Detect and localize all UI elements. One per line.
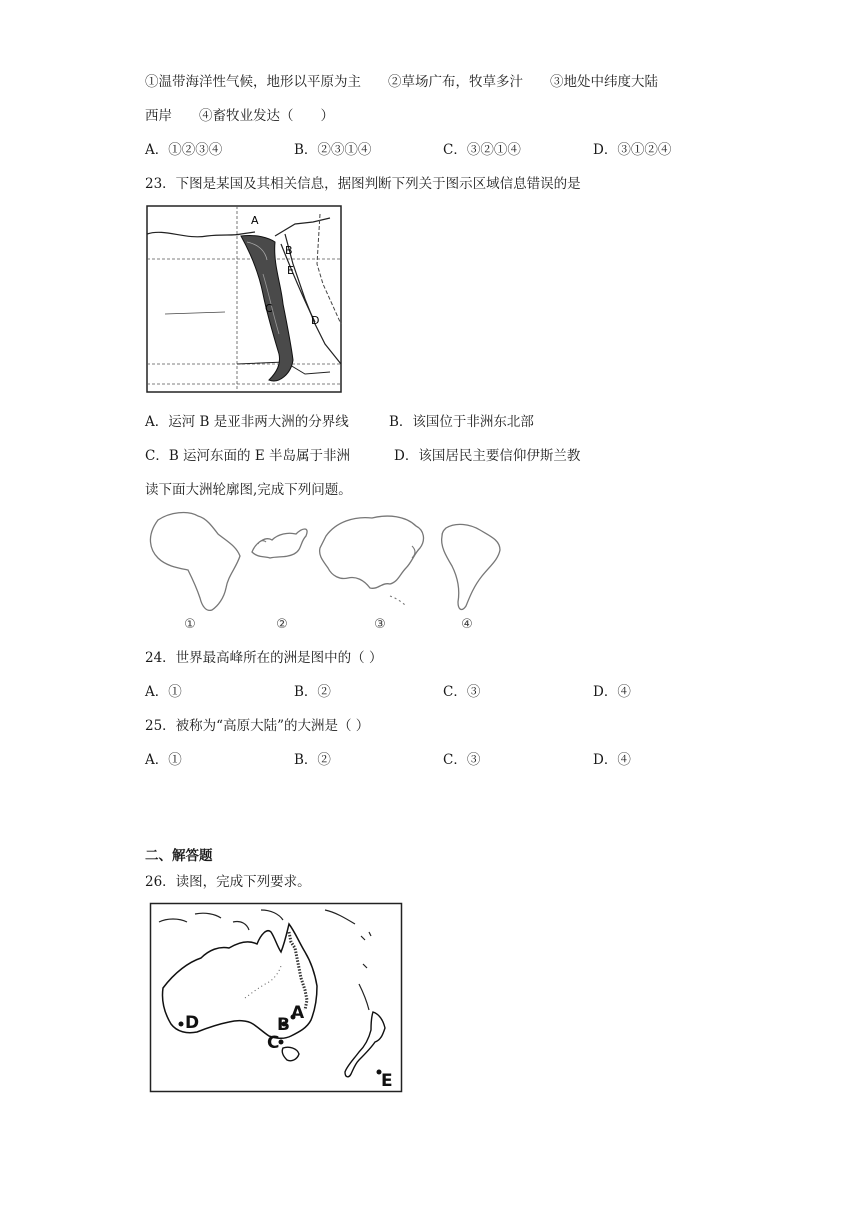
map-label-b: B: [285, 244, 293, 257]
q25-option-d: D．④: [593, 752, 631, 768]
marker-d: [179, 1022, 184, 1027]
q25-option-b: B．②: [294, 752, 331, 768]
australia-label-d: D: [185, 1013, 200, 1033]
q22-option-d: D．③①②④: [593, 142, 672, 158]
australia-label-c: C: [267, 1033, 280, 1053]
q23-option-d: D．该国居民主要信仰伊斯兰教: [394, 448, 581, 464]
q22-option-b: B．②③①④: [294, 142, 372, 158]
q23-option-b: B．该国位于非洲东北部: [389, 414, 534, 430]
q25-option-c: C．③: [443, 752, 481, 768]
map-label-d: D: [311, 314, 320, 327]
south-america-outline: [442, 524, 500, 609]
africa-outline: [150, 513, 240, 611]
australia-label-b: B: [277, 1015, 290, 1035]
map-label-c: C: [265, 302, 273, 315]
q22-option-c: C．③②①④: [443, 142, 521, 158]
continent-label-2: ②: [276, 617, 288, 632]
continent-label-1: ①: [184, 617, 196, 632]
q25-stem: 25．被称为“高原大陆”的大洲是（ ）: [145, 718, 370, 734]
q22-option-a: A．①②③④: [145, 142, 223, 158]
q24-option-a: A．①: [145, 684, 182, 700]
q24-option-b: B．②: [294, 684, 331, 700]
q23-option-c: C．B 运河东面的 E 半岛属于非洲: [145, 448, 350, 464]
europe-outline: [252, 529, 307, 558]
asia-outline: [320, 516, 424, 588]
q24-option-c: C．③: [443, 684, 481, 700]
q22-statements-line1: ①温带海洋性气候，地形以平原为主 ②草场广布，牧草多汁 ③地处中纬度大陆: [145, 74, 658, 90]
q23-option-a: A．运河 B 是亚非两大洲的分界线: [145, 414, 349, 430]
continent-outlines-figure: [140, 506, 512, 634]
q22-statements-line2: 西岸 ④畜牧业发达（ ）: [145, 108, 334, 124]
continent-label-3: ③: [374, 617, 386, 632]
q25-option-a: A．①: [145, 752, 182, 768]
egypt-region-map: [145, 204, 343, 394]
australia-map: [149, 902, 403, 1093]
q23-stem: 23．下图是某国及其相关信息，据图判断下列关于图示区域信息错误的是: [145, 176, 581, 192]
map-label-e: E: [287, 264, 294, 277]
q24-option-d: D．④: [593, 684, 631, 700]
continents-intro: 读下面大洲轮廓图,完成下列问题。: [145, 482, 352, 498]
australia-label-a: A: [291, 1003, 305, 1023]
q24-stem: 24．世界最高峰所在的洲是图中的（ ）: [145, 650, 383, 666]
section2-title: 二、解答题: [145, 848, 213, 864]
map-label-a: A: [251, 214, 259, 227]
q26-stem: 26．读图，完成下列要求。: [145, 874, 311, 890]
australia-label-e: E: [381, 1071, 393, 1091]
continent-label-4: ④: [461, 617, 473, 632]
